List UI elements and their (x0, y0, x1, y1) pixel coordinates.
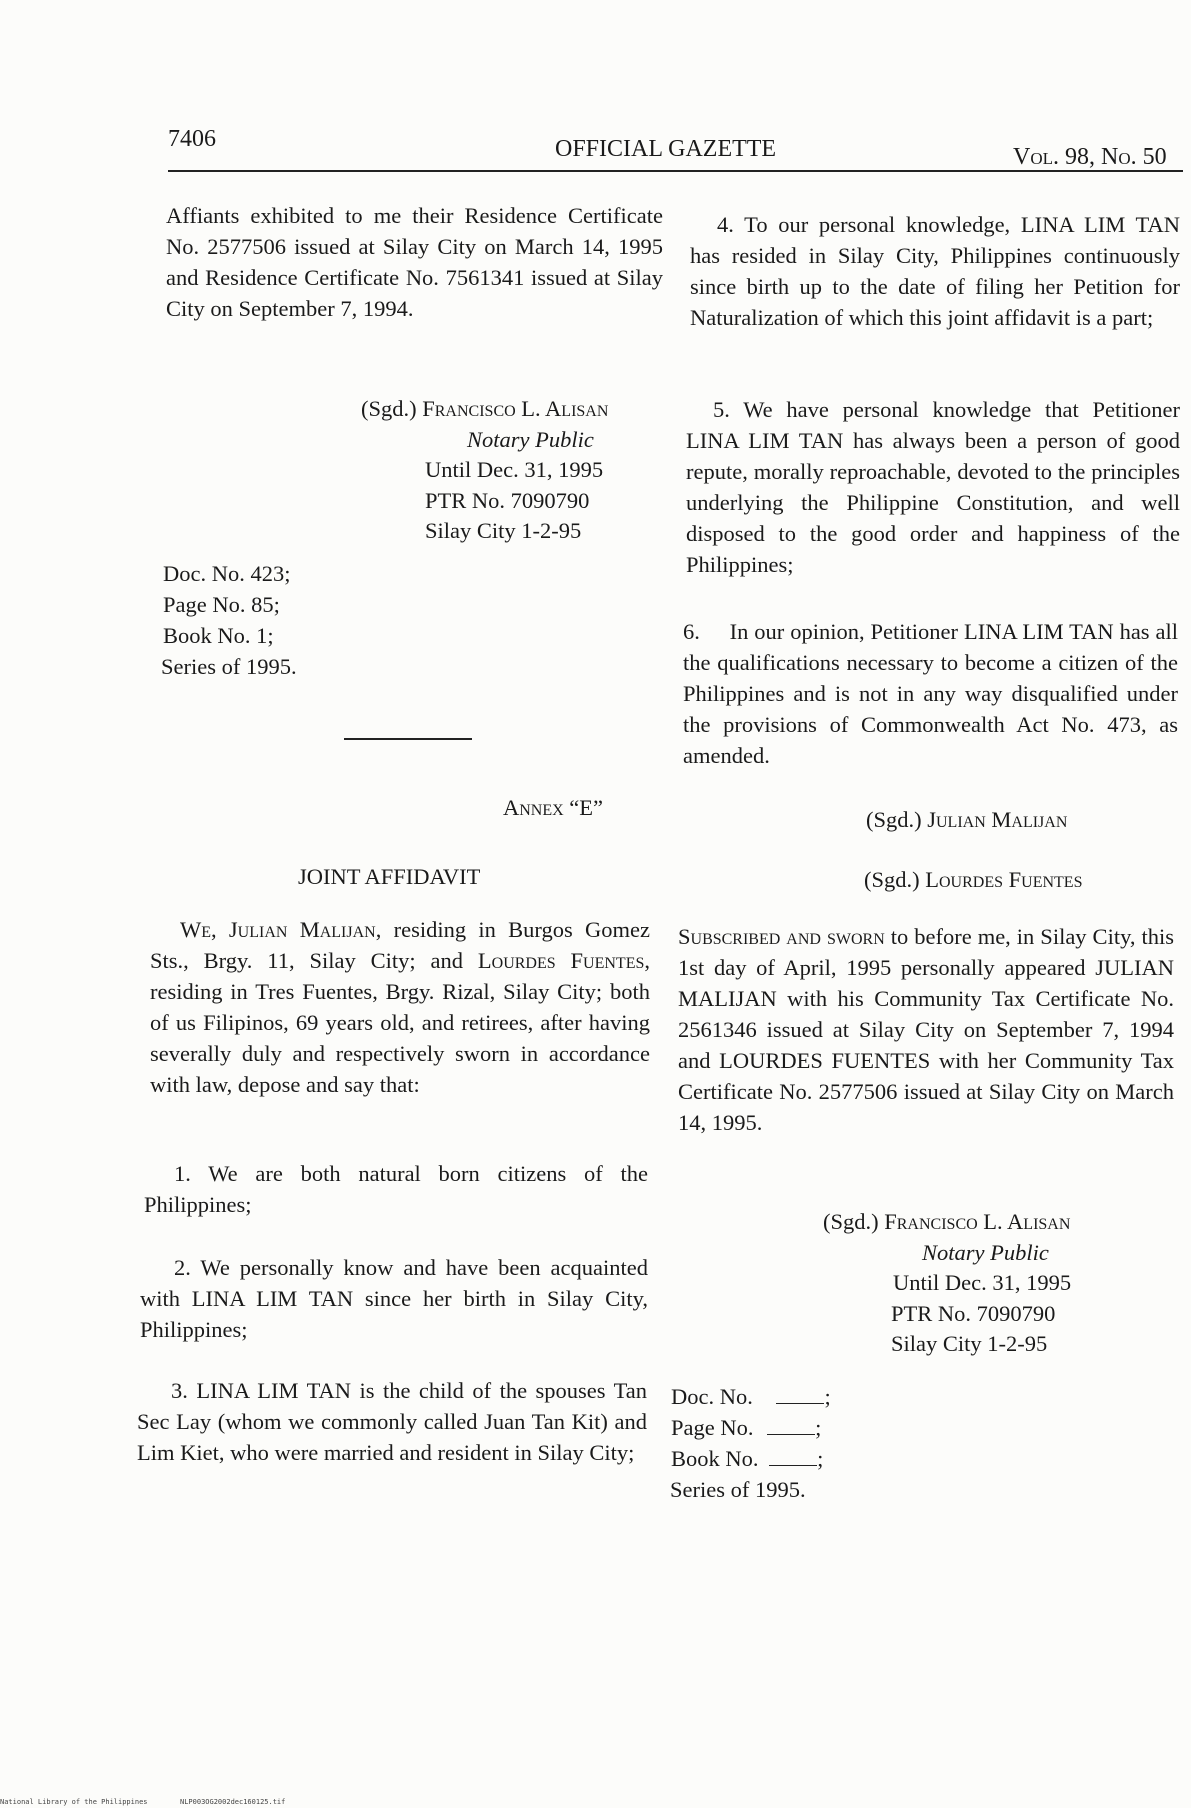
notary-city: Silay City 1-2-95 (891, 1331, 1048, 1356)
affiant-name-2: Lourdes Fuentes (477, 948, 645, 973)
book-no: Book No. 1; (163, 623, 274, 648)
item-1: 1. We are both natural born citizens of the Philippines; (144, 1161, 648, 1217)
jurat-paragraph (678, 921, 1174, 1138)
notary-signature-2 (823, 1206, 1070, 1237)
item-3: 3. LINA LIM TAN is the child of the spouses Tan Sec Lay (whom we commonly called Juan Tan Kit) and Lim Kiet, who were married and resident in Silay City; (137, 1378, 647, 1465)
header-rule (168, 170, 1183, 172)
series-right: Series of 1995. (670, 1477, 806, 1502)
page-no: Page No. 85; (163, 592, 280, 617)
file-stamp: NLP003OG2002dec160125.tif (180, 1798, 286, 1806)
joint-affidavit-heading: JOINT AFFIDAVIT (298, 864, 481, 889)
item-2: 2. We personally know and have been acquainted with LINA LIM TAN since her birth in Silay City, Philippines; (140, 1255, 648, 1342)
notary-ptr: PTR No. 7090790 (891, 1301, 1056, 1326)
blank-line (776, 1383, 824, 1404)
blank-line (767, 1414, 815, 1435)
section-divider (344, 738, 472, 740)
blank-line (769, 1445, 817, 1466)
intro-we: We, (180, 917, 217, 942)
book-no-blank (671, 1443, 823, 1474)
notary-ptr: PTR No. 7090790 (425, 488, 590, 513)
annex-label: Annex “E” (503, 795, 604, 820)
item-6 (683, 616, 1178, 771)
item-6-number: 6. (683, 619, 700, 644)
sgd-label: (Sgd.) (864, 867, 920, 892)
sgd-label: (Sgd.) (361, 396, 417, 421)
notary-title: Notary Public (922, 1240, 1049, 1265)
separator: ; (824, 1384, 831, 1409)
notary-until: Until Dec. 31, 1995 (425, 457, 604, 482)
separator: ; (815, 1415, 822, 1440)
page-title: OFFICIAL GAZETTE (555, 136, 777, 162)
library-stamp: National Library of the Philippines (0, 1798, 148, 1806)
signer-name: Julian Malijan (927, 807, 1068, 832)
page-no-label: Page No. (671, 1415, 754, 1440)
notary-city: Silay City 1-2-95 (425, 518, 582, 543)
page-number: 7406 (168, 126, 216, 152)
doc-no: Doc. No. 423; (163, 561, 291, 586)
notary-name: Francisco L. Alisan (422, 396, 609, 421)
volume-label: Vol. 98, No. 50 (1013, 144, 1167, 170)
notary-name: Francisco L. Alisan (884, 1209, 1071, 1234)
jurat-lead: Subscribed and sworn (678, 924, 885, 949)
jurat-rest: to before me, in Silay City, this 1st day of April, 1995 personally appeared JULIAN MALIJAN with his Community Tax Certificate No. 2561346 issued at Silay City on September 7, 1994 and LOURDES FUENTES with her Community Tax Certificate No. 2577506 issued at Silay City on March 14, 1995. (678, 924, 1174, 1135)
series: Series of 1995. (161, 654, 297, 679)
affiant-name-1: Julian Malijan (228, 917, 376, 942)
notary-signature-1 (361, 393, 608, 424)
item-5: 5. We have personal knowledge that Petitioner LINA LIM TAN has always been a person of good repute, morally reproachable, devoted to the principles underlying the Philippine Constitution, and well disposed to the good order and happiness of the Philippines; (686, 397, 1180, 577)
notary-until: Until Dec. 31, 1995 (893, 1270, 1072, 1295)
signature-lourdes-fuentes (864, 864, 1082, 895)
affiants-paragraph: Affiants exhibited to me their Residence Certificate No. 2577506 issued at Silay City on March 14, 1995 and Residence Certificate No. 7561341 issued at Silay City on September 7, 1994. (166, 203, 663, 321)
intro-rest: , residing in Tres Fuentes, Brgy. Rizal, Silay City; both of us Filipinos, 69 years old, and retirees, after having severally duly and respectively sworn in accordance with law, depose and say that: (150, 948, 650, 1097)
item-6-text: In our opinion, Petitioner LINA LIM TAN has all the qualifications necessary to become a citizen of the Philippines and is not in any way disqualified under the provisions of Commonwealth Act No. 473, as amended. (683, 619, 1178, 768)
doc-no-label: Doc. No. (671, 1384, 753, 1409)
sgd-label: (Sgd.) (823, 1209, 879, 1234)
sgd-label: (Sgd.) (866, 807, 922, 832)
doc-no-blank (671, 1381, 831, 1412)
intro-mid: , residing in Burgos Gomez Sts., Brgy. 11, Silay City; and (150, 917, 650, 973)
item-4: 4. To our personal knowledge, LINA LIM TAN has resided in Silay City, Philippines continuously since birth up to the date of filing her Petition for Naturalization of which this joint affidavit is a part; (690, 212, 1180, 330)
book-no-label: Book No. (671, 1446, 759, 1471)
notary-title: Notary Public (467, 427, 594, 452)
page-no-blank (671, 1412, 821, 1443)
signer-name: Lourdes Fuentes (925, 867, 1083, 892)
signature-julian-malijan (866, 804, 1067, 835)
separator: ; (817, 1446, 824, 1471)
intro-paragraph (150, 914, 650, 1100)
